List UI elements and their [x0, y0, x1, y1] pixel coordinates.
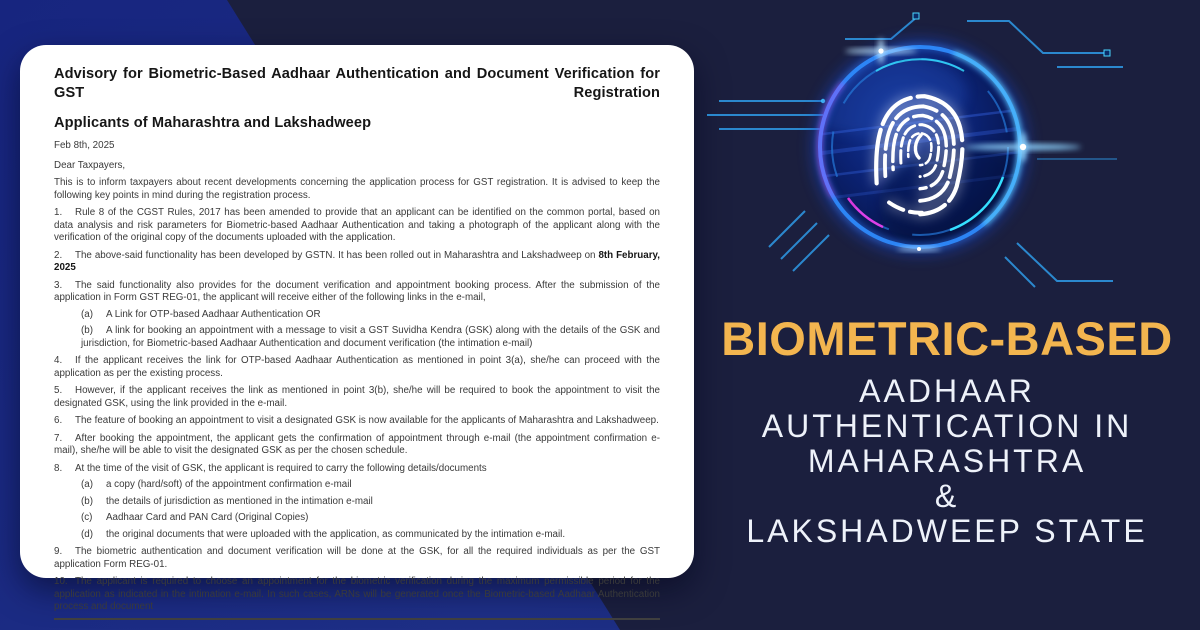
advisory-point [54, 546, 660, 571]
advisory-point [54, 355, 660, 380]
point-number: 10. [54, 576, 68, 587]
point-text: However, if the applicant receives the link as mentioned in point 3(b), she/he will be required to book the appointment to visit the designated GSK, using the link provided in the e-mail. [54, 385, 660, 409]
advisory-subpoint [81, 512, 660, 525]
document-date: Feb 8th, 2025 [54, 140, 115, 151]
advisory-subpoint [81, 529, 660, 542]
point-number: 1. [54, 207, 63, 218]
point-text: At the time of the visit of GSK, the applicant is required to carry the following details/documents [75, 462, 487, 474]
advisory-point [54, 576, 660, 614]
point-text: The biometric authentication and document verification will be done at the GSK, for all the required individuals as per the GST application Form REG-01. [54, 546, 660, 570]
subpoint-label: (b) [81, 495, 93, 507]
subpoint-text: the original documents that were uploaded with the application, as communicated by the intimation e-mail. [106, 528, 566, 540]
document-title-line1: Advisory for Biometric-Based Aadhaar Authentication and Document Verification for GST Registration [54, 66, 660, 101]
subpoint-text: the details of jurisdiction as mentioned in the intimation e-mail [106, 495, 373, 507]
advisory-document-card [20, 45, 694, 612]
advisory-point [54, 415, 660, 428]
headline-line: MAHARASHTRA [807, 443, 1087, 479]
advisory-point [54, 385, 660, 410]
advisory-subpoint [81, 479, 660, 492]
point-text: The said functionality also provides for the document verification and appointment booking process. After the submission of the application in Form GST REG-01, the applicant will receive either of the following links in the e-mail, [54, 279, 660, 303]
subpoint-label: (b) [81, 325, 93, 336]
point-number: 8. [54, 462, 63, 474]
advisory-subpoint [81, 309, 660, 322]
point-text: After booking the appointment, the applicant gets the confirmation of appointment through e-mail (the appointment confirmation e-mail), she/he will be able to visit the designated GSK as per the chosen schedule. [54, 432, 660, 456]
point-text: If the applicant receives the link for OTP-based Aadhaar Authentication as mentioned in point 3(a), she/he can proceed with the application as per the existing process. [54, 355, 660, 379]
point-number: 2. [54, 249, 63, 261]
subpoint-label: (d) [81, 528, 93, 540]
subpoint-label: (a) [81, 308, 93, 320]
point-number: 6. [54, 415, 63, 426]
headline-line: LAKSHADWEEP STATE [746, 513, 1148, 549]
advisory-point [54, 250, 660, 275]
point-text: The above-said functionality has been developed by GSTN. It has been rolled out in Maharashtra and Lakshadweep on [75, 249, 599, 261]
point-text: The applicant is required to choose an appointment for the biometric verification during the maximum permissible period for the application as indicated in the intimation e-mail. In such cases, ARNs will be generated once the Biometric-based Aadhaar Authentication process and document [54, 576, 660, 612]
advisory-point [54, 433, 660, 458]
poster-headline [694, 312, 1200, 549]
advisory-point [54, 280, 660, 305]
subpoint-label: (a) [81, 479, 93, 490]
advisory-subpoint [81, 325, 660, 350]
fingerprint-icon [705, 5, 1175, 305]
subpoint-text: A Link for OTP-based Aadhaar Authentication OR [106, 308, 321, 320]
headline-line: AUTHENTICATION IN [761, 408, 1133, 444]
advisory-point [54, 463, 660, 476]
headline-line: AADHAAR [859, 373, 1035, 409]
subpoint-label: (c) [81, 512, 93, 523]
document-title-line2: Applicants of Maharashtra and Lakshadweep [54, 115, 372, 131]
point-number: 5. [54, 385, 63, 396]
subpoint-text: a copy (hard/soft) of the appointment confirmation e-mail [106, 479, 352, 490]
advisory-point [54, 207, 660, 245]
point-number: 3. [54, 279, 63, 291]
document-intro: This is to inform taxpayers about recent developments concerning the application process for GST registration. It is advised to keep the following key points in mind during the registration process. [54, 177, 660, 201]
subpoint-text: Aadhaar Card and PAN Card (Original Copies) [106, 512, 309, 523]
point-number: 9. [54, 546, 63, 557]
document-salutation: Dear Taxpayers, [54, 159, 126, 171]
point-number: 4. [54, 355, 63, 366]
headline-line: & [934, 478, 960, 514]
advisory-subpoint [81, 496, 660, 509]
headline-accent: BIOMETRIC-BASED [721, 312, 1173, 365]
subpoint-text: A link for booking an appointment with a message to visit a GST Suvidha Kendra (GSK) along with the details of the GSK and jurisdiction, for Biometric-based Aadhaar Authentication and document verification (the intimation e-mail) [81, 325, 660, 349]
point-text: Rule 8 of the CGST Rules, 2017 has been amended to provide that an applicant can be identified on the common portal, based on data analysis and risk parameters for Biometric-based Aadhaar Authentication and taking a photograph of the applicant along with the verification of the original copy of the documents uploaded with the application. [54, 207, 660, 243]
point-number: 7. [54, 432, 63, 444]
clipped-text-line [54, 618, 660, 621]
point-text-bold: 8th February, 2025 [54, 249, 660, 273]
point-text: The feature of booking an appointment to visit a designated GSK is now available for the applicants of Maharashtra and Lakshadweep. [75, 415, 659, 426]
